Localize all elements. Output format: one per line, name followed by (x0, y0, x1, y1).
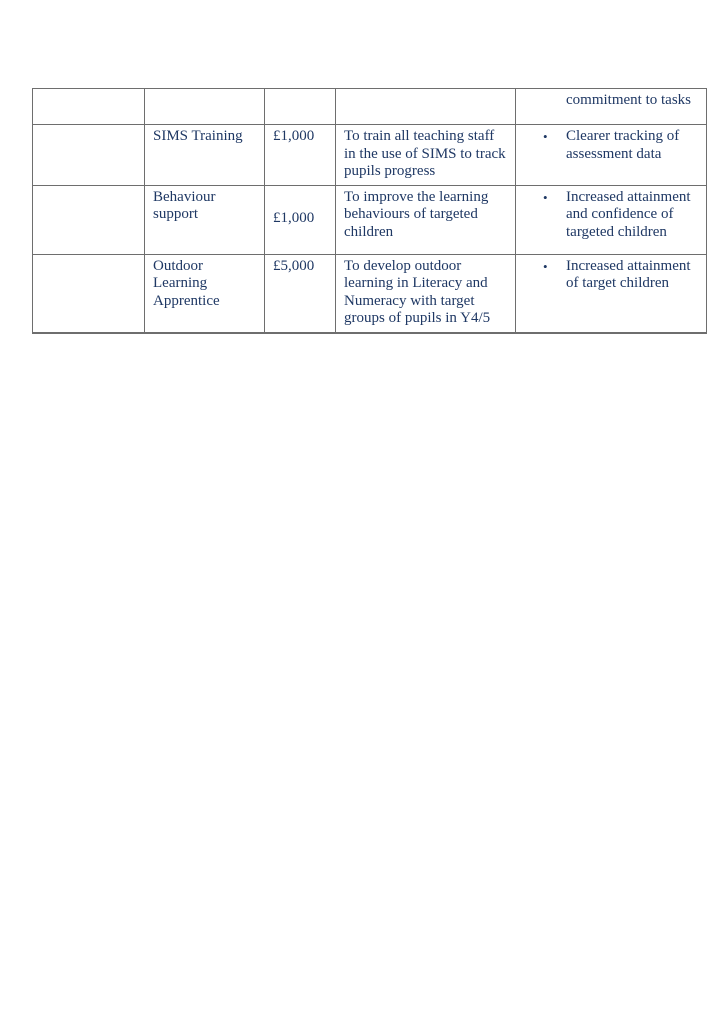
cell-cost (265, 89, 336, 125)
bullet-item (524, 128, 698, 163)
cell-cost: £1,000 (265, 185, 336, 254)
cell-blank (33, 125, 145, 186)
cell-blank (33, 254, 145, 333)
table-row (33, 185, 707, 254)
cell-item: Outdoor Learning Apprentice (145, 254, 265, 333)
bullet-item (524, 189, 698, 242)
bullet-text: Clearer tracking of assessment data (566, 128, 680, 162)
table-row (33, 254, 707, 333)
cell-cost: £5,000 (265, 254, 336, 333)
budget-table (32, 88, 707, 334)
cell-objective (336, 89, 516, 125)
bullet-icon: • (543, 258, 548, 274)
bullet-continuation-text: commitment to tasks (566, 92, 691, 108)
cell-outcomes (516, 185, 707, 254)
cell-item: Behaviour support (145, 185, 265, 254)
bullet-text: Increased attainment of target children (566, 257, 691, 291)
cell-item (145, 89, 265, 125)
cell-objective: To train all teaching staff in the use of SIMS to track pupils progress (336, 125, 516, 186)
cell-outcomes (516, 125, 707, 186)
bullet-icon: • (543, 129, 548, 144)
cell-outcomes (516, 89, 707, 125)
table-row (33, 125, 707, 186)
cell-cost: £1,000 (265, 125, 336, 186)
cell-outcomes (516, 254, 707, 333)
cell-blank (33, 89, 145, 125)
bullet-icon: • (543, 189, 548, 205)
cell-objective: To improve the learning behaviours of targeted children (336, 185, 516, 254)
cell-objective: To develop outdoor learning in Literacy and Numeracy with target groups of pupils in Y4/5 (336, 254, 516, 333)
table-row (33, 89, 707, 125)
bullet-item (524, 258, 698, 293)
cell-blank (33, 185, 145, 254)
cell-item: SIMS Training (145, 125, 265, 186)
bullet-text: Increased attainment and confidence of targeted children (566, 188, 691, 240)
